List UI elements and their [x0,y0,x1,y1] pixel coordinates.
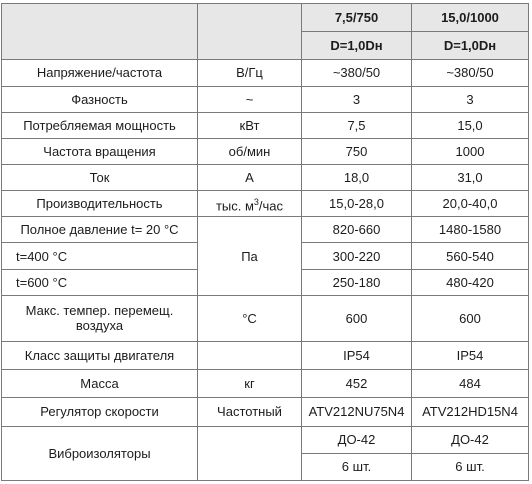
unit-rpm: об/мин [198,138,302,164]
header-blank-unit [198,4,302,60]
value-current-1: 18,0 [302,164,412,190]
row-power [2,112,529,138]
unit-flow-prefix: тыс. м [215,197,254,213]
header-blank-param [2,4,198,60]
row-speed-controller [2,398,529,426]
row-rpm [2,138,529,164]
param-power: Потребляемая мощность [2,112,198,138]
value-protection-1: IP54 [302,342,412,370]
row-max-temp [2,295,529,341]
value-speed-controller-2: ATV212HD15N4 [412,398,529,426]
param-protection: Класс защиты двигателя [2,342,198,370]
value-phase-2: 3 [412,86,529,112]
specs-table [1,3,529,481]
value-pressure-600-1: 250-180 [302,269,412,295]
value-pressure-400-2: 560-540 [412,243,529,269]
param-flow: Производительность [2,191,198,217]
value-isolators-qty-2: 6 шт. [412,453,529,480]
unit-flow [198,191,302,217]
value-voltage-2: ~380/50 [412,60,529,86]
unit-max-temp: °C [198,295,302,341]
value-speed-controller-1: ATV212NU75N4 [302,398,412,426]
value-isolators-2: ДО-42 [412,426,529,453]
param-isolators: Виброизоляторы [2,426,198,480]
value-max-temp-1: 600 [302,295,412,341]
value-flow-2: 20,0-40,0 [412,191,529,217]
value-phase-1: 3 [302,86,412,112]
value-max-temp-2: 600 [412,295,529,341]
value-mass-1: 452 [302,370,412,398]
row-flow [2,191,529,217]
row-phase [2,86,529,112]
value-pressure-400-1: 300-220 [302,243,412,269]
unit-flow-sup: 3 [253,196,259,207]
header-model-2: 15,0/1000 [412,4,529,32]
row-voltage [2,60,529,86]
unit-voltage: В/Гц [198,60,302,86]
param-mass: Масса [2,370,198,398]
value-flow-1: 15,0-28,0 [302,191,412,217]
value-isolators-qty-1: 6 шт. [302,453,412,480]
row-isolators-type [2,426,529,453]
value-pressure-20-2: 1480-1580 [412,217,529,243]
value-rpm-2: 1000 [412,138,529,164]
value-mass-2: 484 [412,370,529,398]
header-diameter-2: D=1,0Dн [412,32,529,60]
param-pressure-400: t=400 °C [2,243,198,269]
value-voltage-1: ~380/50 [302,60,412,86]
param-pressure-600: t=600 °C [2,269,198,295]
value-power-1: 7,5 [302,112,412,138]
value-rpm-1: 750 [302,138,412,164]
unit-flow-suffix: /час [258,197,284,213]
unit-power: кВт [198,112,302,138]
value-current-2: 31,0 [412,164,529,190]
param-voltage: Напряжение/частота [2,60,198,86]
value-pressure-20-1: 820-660 [302,217,412,243]
unit-phase: ~ [198,86,302,112]
param-max-temp: Макс. темпер. перемещ. воздуха [2,295,198,341]
row-mass [2,370,529,398]
value-protection-2: IP54 [412,342,529,370]
value-power-2: 15,0 [412,112,529,138]
param-rpm: Частота вращения [2,138,198,164]
header-diameter-1: D=1,0Dн [302,32,412,60]
row-current [2,164,529,190]
param-speed-controller: Регулятор скорости [2,398,198,426]
param-pressure: Полное давление t= 20 °C [2,217,198,243]
value-isolators-1: ДО-42 [302,426,412,453]
value-pressure-600-2: 480-420 [412,269,529,295]
header-model-1: 7,5/750 [302,4,412,32]
header-row-models [2,4,529,32]
row-pressure-20 [2,217,529,243]
unit-protection [198,342,302,370]
unit-mass: кг [198,370,302,398]
param-current: Ток [2,164,198,190]
unit-speed-controller: Частотный [198,398,302,426]
unit-pressure: Па [198,217,302,295]
unit-isolators [198,426,302,480]
param-phase: Фазность [2,86,198,112]
row-protection [2,342,529,370]
unit-current: А [198,164,302,190]
